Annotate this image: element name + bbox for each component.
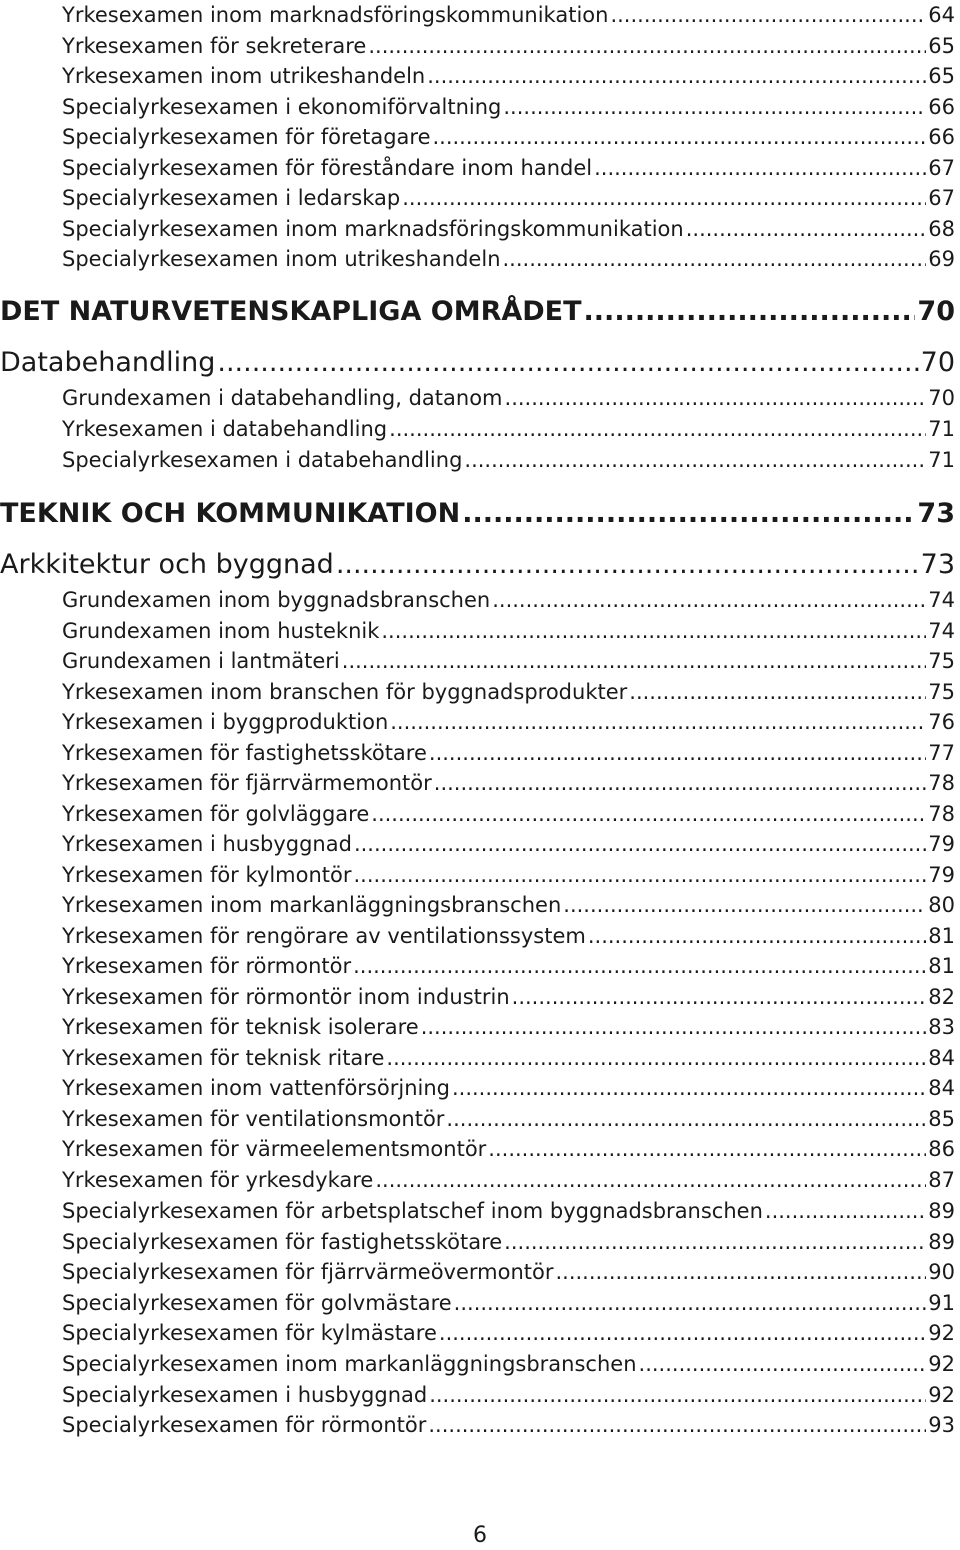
toc-entry-page: 92 [928,1321,955,1345]
dot-leader [386,1043,926,1073]
toc-entry-title: Grundexamen i databehandling, datanom [62,386,503,410]
dot-leader [390,707,926,737]
toc-entry-title: Specialyrkesexamen i databehandling [62,448,463,472]
toc-entry-page: 92 [928,1352,955,1376]
toc-entry-page: 87 [928,1168,955,1192]
toc-sub-entry[interactable] [62,982,955,1012]
toc-sub-entry[interactable] [62,1410,955,1440]
toc-entry-title: Yrkesexamen inom marknadsföringskommunikation [62,3,609,27]
dot-leader [629,677,926,707]
toc-entry-title: Yrkesexamen för teknisk ritare [62,1046,385,1070]
toc-entry-page: 85 [928,1107,955,1131]
dot-leader [428,1410,926,1440]
toc-sub-entry[interactable] [62,61,955,91]
toc-entry-title: Specialyrkesexamen i husbyggnad [62,1383,428,1407]
dot-leader [439,1318,926,1348]
dot-leader [354,860,927,890]
toc-entry-page: 81 [928,954,955,978]
dot-leader [336,547,919,583]
dot-leader [492,585,926,615]
dot-leader [610,0,926,30]
dot-leader [454,1288,927,1318]
toc-sub-entry[interactable] [62,616,955,646]
dot-leader [594,153,926,183]
toc-entry-page: 67 [928,156,955,180]
dot-leader [429,738,926,768]
toc-sub-entry[interactable] [62,921,955,951]
toc-entry-title: Yrkesexamen i databehandling [62,417,388,441]
toc-entry-title: Specialyrkesexamen inom marknadsföringskommunikation [62,217,684,241]
toc-entry-title: Databehandling [0,347,216,378]
toc-sub-entry[interactable] [62,214,955,244]
toc-entry-page: 74 [928,619,955,643]
toc-entry-title: Specialyrkesexamen i ekonomiförvaltning [62,95,502,119]
toc-sub-entry[interactable] [62,707,955,737]
toc-entry-title: Specialyrkesexamen inom markanläggningsbranschen [62,1352,637,1376]
toc-entry-title: Yrkesexamen inom utrikeshandeln [62,64,426,88]
toc-sub-entry[interactable] [62,1318,955,1348]
toc-sub-entry[interactable] [62,92,955,122]
toc-entry-title: Specialyrkesexamen i ledarskap [62,186,401,210]
dot-leader [503,92,926,122]
toc-entry-page: 91 [928,1291,955,1315]
dot-leader [765,1196,926,1226]
toc-entry-page: 75 [928,649,955,673]
toc-entry-title: Yrkesexamen för ventilationsmontör [62,1107,445,1131]
toc-sub-entry[interactable] [62,768,955,798]
toc-chapter-entry[interactable] [0,547,955,583]
dot-leader [488,1134,926,1164]
toc-sub-entry[interactable] [62,585,955,615]
toc-sub-entry[interactable] [62,677,955,707]
toc-sub-entry[interactable] [62,1227,955,1257]
toc-entry-page: 93 [928,1413,955,1437]
dot-leader [421,1012,927,1042]
toc-entry-title: Specialyrkesexamen inom utrikeshandeln [62,247,501,271]
dot-leader [381,616,926,646]
toc-chapter-entry[interactable] [0,345,955,381]
dot-leader [686,214,927,244]
toc-sub-entry[interactable] [62,951,955,981]
toc-entry-page: 66 [928,95,955,119]
toc-entry-page: 79 [928,863,955,887]
toc-entry-page: 78 [928,802,955,826]
toc-sub-entry[interactable] [62,383,955,413]
dot-leader [371,799,926,829]
toc-entry-title: Specialyrkesexamen för föreståndare inom handel [62,156,593,180]
toc-sub-entry[interactable] [62,244,955,274]
toc-entry-page: 73 [920,549,955,580]
toc-entry-title: Yrkesexamen för värmeelementsmontör [62,1137,487,1161]
toc-sub-entry[interactable] [62,153,955,183]
toc-entry-title: Yrkesexamen inom branschen för byggnadsprodukter [62,680,628,704]
toc-sub-entry[interactable] [62,445,955,475]
dot-leader [563,890,926,920]
toc-sub-entry[interactable] [62,1043,955,1073]
toc-entry-title: Yrkesexamen i husbyggnad [62,832,352,856]
toc-entry-title: Yrkesexamen för teknisk isolerare [62,1015,419,1039]
toc-sub-entry[interactable] [62,183,955,213]
toc-sub-entry[interactable] [62,414,955,444]
dot-leader [462,496,915,532]
toc-entry-page: 83 [928,1015,955,1039]
dot-leader [434,768,927,798]
toc-entry-title: Yrkesexamen för rörmontör inom industrin [62,985,510,1009]
toc-entry-page: 84 [928,1076,955,1100]
toc-entry-page: 86 [928,1137,955,1161]
toc-entry-page: 70 [928,386,955,410]
toc-entry-title: Yrkesexamen inom markanläggningsbranschen [62,893,562,917]
toc-entry-page: 89 [928,1230,955,1254]
toc-entry-title: Specialyrkesexamen för fjärrvärmeövermontör [62,1260,554,1284]
dot-leader [402,183,926,213]
toc-entry-page: 70 [917,296,955,327]
toc-entry-page: 79 [928,832,955,856]
toc-entry-title: Specialyrkesexamen för golvmästare [62,1291,452,1315]
toc-sub-entry[interactable] [62,1288,955,1318]
dot-leader [555,1257,926,1287]
toc-entry-page: 78 [928,771,955,795]
dot-leader [505,383,927,413]
toc-entry-title: Yrkesexamen för yrkesdykare [62,1168,374,1192]
toc-entry-page: 81 [928,924,955,948]
dot-leader [584,294,916,330]
dot-leader [368,31,926,61]
toc-sub-entry[interactable] [62,1349,955,1379]
toc-entry-title: Yrkesexamen för fjärrvärmemontör [62,771,432,795]
dot-leader [427,61,926,91]
toc-entry-title: Grundexamen inom byggnadsbranschen [62,588,491,612]
dot-leader [588,921,926,951]
dot-leader [639,1349,927,1379]
toc-entry-title: Grundexamen inom husteknik [62,619,380,643]
toc-entry-title: Specialyrkesexamen för arbetsplatschef inom byggnadsbranschen [62,1199,763,1223]
toc-sub-entry[interactable] [62,1196,955,1226]
toc-entry-page: 89 [928,1199,955,1223]
toc-entry-page: 90 [928,1260,955,1284]
toc-sub-entry[interactable] [62,1012,955,1042]
dot-leader [504,1227,926,1257]
toc-entry-title: Specialyrkesexamen för rörmontör [62,1413,427,1437]
dot-leader [342,646,926,676]
dot-leader [353,951,926,981]
toc-sub-entry[interactable] [62,799,955,829]
toc-entry-title: TEKNIK OCH KOMMUNIKATION [0,498,461,529]
toc-entry-page: 74 [928,588,955,612]
toc-entry-page: 68 [928,217,955,241]
toc-entry-title: Yrkesexamen för kylmontör [62,863,352,887]
toc-entry-title: Yrkesexamen för fastighetsskötare [62,741,427,765]
toc-entry-page: 69 [928,247,955,271]
toc-entry-title: Yrkesexamen i byggproduktion [62,710,389,734]
toc-sub-entry[interactable] [62,122,955,152]
toc-entry-page: 64 [928,3,955,27]
toc-sub-entry[interactable] [62,1380,955,1410]
toc-entry-page: 80 [928,893,955,917]
toc-entry-title: Specialyrkesexamen för kylmästare [62,1321,437,1345]
toc-section-entry[interactable] [0,294,955,330]
dot-leader [503,244,927,274]
dot-leader [354,829,926,859]
toc-entry-page: 67 [928,186,955,210]
toc-entry-page: 66 [928,125,955,149]
toc-sub-entry[interactable] [62,860,955,890]
toc-entry-page: 84 [928,1046,955,1070]
dot-leader [429,1380,926,1410]
toc-entry-page: 73 [917,498,955,529]
toc-entry-page: 71 [928,417,955,441]
toc-entry-title: Yrkesexamen för golvläggare [62,802,370,826]
toc-entry-page: 65 [928,64,955,88]
dot-leader [375,1165,926,1195]
toc-entry-page: 92 [928,1383,955,1407]
toc-sub-entry[interactable] [62,1257,955,1287]
toc-sub-entry[interactable] [62,738,955,768]
toc-entry-title: Yrkesexamen för rörmontör [62,954,352,978]
toc-entry-title: Specialyrkesexamen för fastighetsskötare [62,1230,503,1254]
dot-leader [464,445,926,475]
toc-entry-title: Arkkitektur och byggnad [0,549,334,580]
toc-sub-entry[interactable] [62,0,955,30]
dot-leader [452,1073,926,1103]
toc-sub-entry[interactable] [62,1134,955,1164]
dot-leader [512,982,927,1012]
toc-entry-page: 76 [928,710,955,734]
toc-entry-title: Grundexamen i lantmäteri [62,649,340,673]
toc-entry-page: 71 [928,448,955,472]
dot-leader [446,1104,926,1134]
toc-entry-title: Yrkesexamen för sekreterare [62,34,367,58]
toc-entry-page: 77 [928,741,955,765]
toc-sub-entry[interactable] [62,31,955,61]
toc-sub-entry[interactable] [62,1073,955,1103]
toc-entry-page: 82 [928,985,955,1009]
toc-entry-page: 65 [928,34,955,58]
toc-entry-page: 70 [920,347,955,378]
toc-entry-page: 75 [928,680,955,704]
toc-sub-entry[interactable] [62,646,955,676]
dot-leader [432,122,926,152]
toc-section-entry[interactable] [0,496,955,532]
dot-leader [217,345,918,381]
toc-entry-title: Yrkesexamen inom vattenförsörjning [62,1076,450,1100]
dot-leader [389,414,926,444]
toc-sub-entry[interactable] [62,829,955,859]
page-number: 6 [473,1523,487,1548]
toc-sub-entry[interactable] [62,1165,955,1195]
toc-entry-title: Specialyrkesexamen för företagare [62,125,431,149]
toc-entry-title: DET NATURVETENSKAPLIGA OMRÅDET [0,296,582,327]
toc-entry-title: Yrkesexamen för rengörare av ventilationssystem [62,924,586,948]
toc-sub-entry[interactable] [62,890,955,920]
toc-sub-entry[interactable] [62,1104,955,1134]
